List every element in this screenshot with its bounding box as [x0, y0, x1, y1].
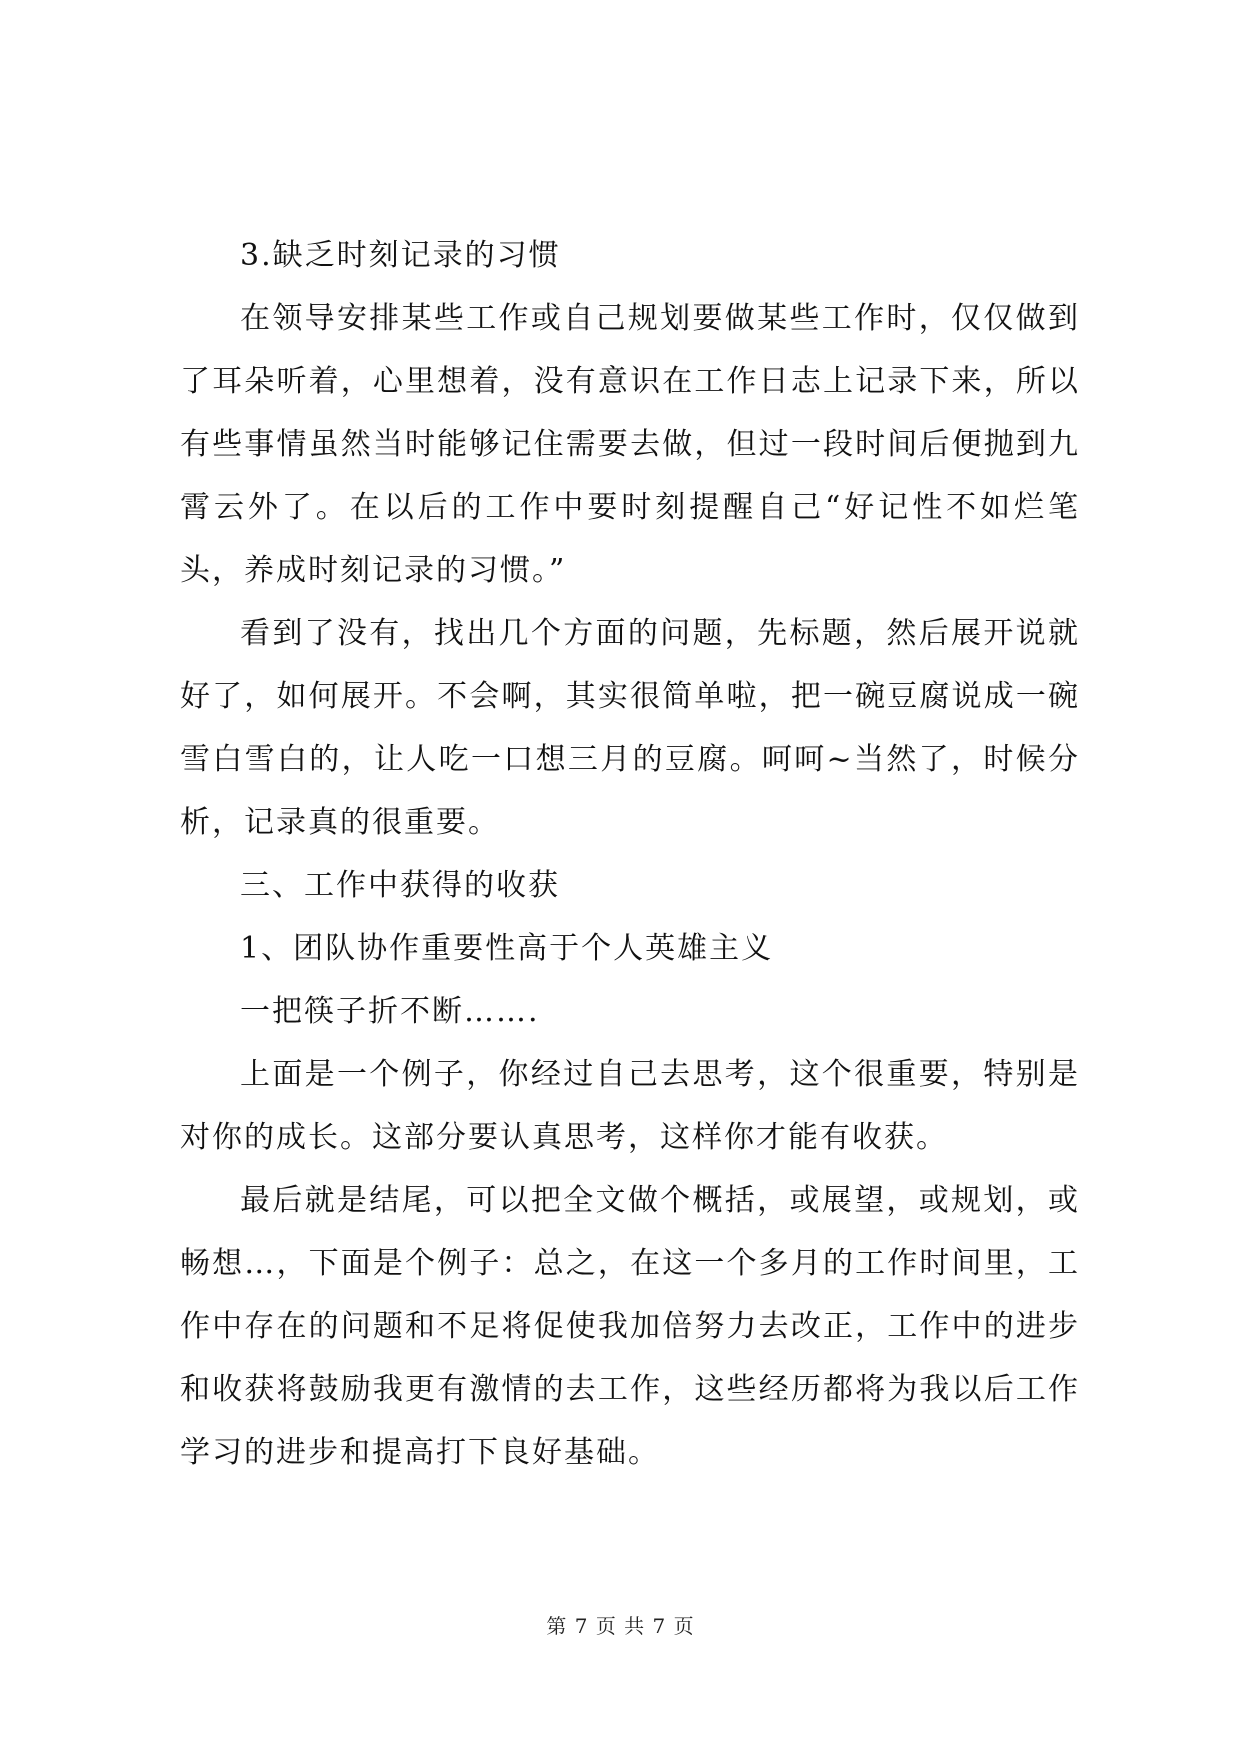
paragraph-recording-habit: 在领导安排某些工作或自己规划要做某些工作时，仅仅做到了耳朵听着，心里想着，没有意识在工作日志上记录下来，所以有些事情虽然当时能够记住需要去做，但过一段时间后便抛到九霄云外了。在以后的工作中要时刻提醒自己“好记性不如烂笔头，养成时刻记录的习惯。” — [180, 301, 1080, 588]
document-body — [180, 224, 1080, 1484]
heading-lack-of-recording: 3.缺乏时刻记录的习惯 — [240, 238, 561, 273]
paragraph-example-note: 上面是一个例子，你经过自己去思考，这个很重要，特别是对你的成长。这部分要认真思考，这样你才能有收获。 — [180, 1057, 1080, 1155]
subheading-teamwork: 1、团队协作重要性高于个人英雄主义 — [240, 931, 774, 966]
paragraph-explanation: 看到了没有，找出几个方面的问题，先标题，然后展开说就好了，如何展开。不会啊，其实很简单啦，把一碗豆腐说成一碗雪白雪白的，让人吃一口想三月的豆腐。呵呵~当然了，时候分析，记录真的很重要。 — [180, 616, 1080, 840]
paragraph-conclusion: 最后就是结尾，可以把全文做个概括，或展望，或规划，或畅想…，下面是个例子：总之，在这一个多月的工作时间里，工作中存在的问题和不足将促使我加倍努力去改正，工作中的进步和收获将鼓励我更有激情的去工作，这些经历都将为我以后工作学习的进步和提高打下良好基础。 — [180, 1183, 1080, 1470]
paragraph-chopsticks: 一把筷子折不断……. — [240, 994, 540, 1029]
page-footer: 第 7 页 共 7 页 — [546, 1614, 695, 1638]
section-heading-gains: 三、工作中获得的收获 — [240, 868, 560, 903]
